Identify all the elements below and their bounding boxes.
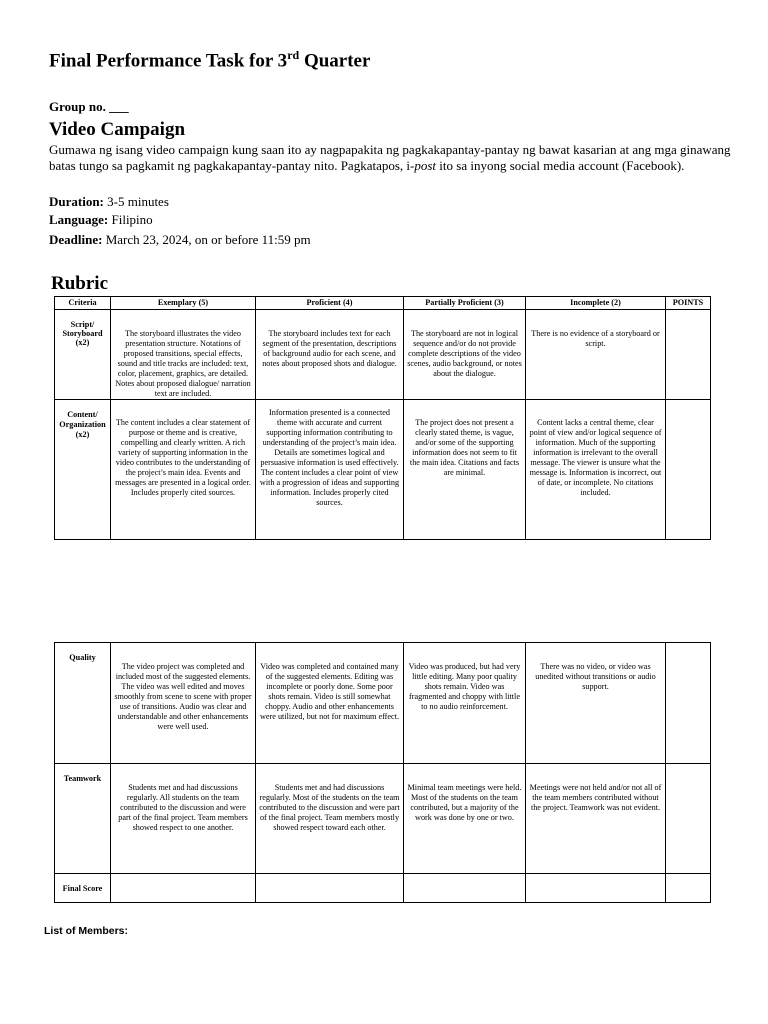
proficient-cell xyxy=(256,874,404,903)
partial-cell: The project does not present a clearly stated theme, is vague, and/or some of the supporting information does not seem to fit the main idea. Citations and facts are minimal. xyxy=(404,400,526,540)
proficient-cell: The storyboard includes text for each segment of the presentation, descriptions of background audio for each scene, and notes about proposed shots and dialogue. xyxy=(256,310,404,400)
rubric-heading: Rubric xyxy=(51,273,108,294)
proficient-cell: Video was completed and contained many of the suggested elements. Editing was incomplete or poorly done. Some poor shots remain. Video is still somewhat choppy. Audio and other enhancements were utilized, but not for maximum effect. xyxy=(256,643,404,764)
exemplary-cell: The video project was completed and included most of the suggested elements. The video was well edited and moves smoothly from scene to scene with proper use of transitions. Audio was clear and understandable and other enhancements were well used. xyxy=(111,643,256,764)
deadline-line: Deadline: March 23, 2024, on or before 11:59 pm xyxy=(49,232,311,247)
partial-cell: Video was produced, but had very little editing. Many poor quality shots remain. Video was fragmented and choppy with little to no audio reinforcement. xyxy=(404,643,526,764)
criteria-cell: Teamwork xyxy=(55,764,111,874)
section-heading: Video Campaign xyxy=(49,119,186,140)
partial-cell: Minimal team meetings were held. Most of the students on the team contributed, but a majority of the work was done by one or two. xyxy=(404,764,526,874)
rubric-header-row xyxy=(55,297,711,310)
duration-line: Duration: 3-5 minutes xyxy=(49,194,169,209)
points-cell xyxy=(666,643,711,764)
document-title: Final Performance Task for 3rd Quarter xyxy=(49,48,371,72)
incomplete-cell: There was no video, or video was unedited without transitions or audio support. xyxy=(526,643,666,764)
points-cell xyxy=(666,874,711,903)
header-incomplete: Incomplete (2) xyxy=(526,297,666,310)
task-description: Gumawa ng isang video campaign kung saan ito ay nagpapakita ng pagkakapantay-pantay ng bawat kasarian at ang mga ginawang batas tungo sa pagkamit ng pagkakapantay-pantay nito. Pagkatapos, i-post ito sa inyong social media account (Facebook). xyxy=(49,142,731,173)
incomplete-cell xyxy=(526,874,666,903)
partial-cell xyxy=(404,874,526,903)
header-partially-proficient: Partially Proficient (3) xyxy=(404,297,526,310)
proficient-cell: Information presented is a connected theme with accurate and current supporting information contributing to understanding of the project’s main idea. Details are sometimes logical and persuasive information is used effectively. The content includes a clear point of view with a progression of ideas and supporting information. Includes properly cited sources. xyxy=(256,400,404,540)
exemplary-cell: Students met and had discussions regularly. All students on the team contributed to the discussion and were part of the final project. Team members showed respect to one another. xyxy=(111,764,256,874)
members-list-label: List of Members: xyxy=(44,925,129,937)
final-score-label: Final Score xyxy=(55,874,111,903)
incomplete-cell: Content lacks a central theme, clear point of view and/or logical sequence of information. Much of the supporting information is irrelevant to the overall message. The viewer is unsure what the message is. Information is incorrect, out of date, or incomplete. No citations included. xyxy=(526,400,666,540)
criteria-cell: Content/ Organization (x2) xyxy=(55,400,111,540)
table-row xyxy=(55,400,711,540)
proficient-cell: Students met and had discussions regularly. Most of the students on the team contributed to the discussion and were part of the final project. Team members mostly showed respect toward each other. xyxy=(256,764,404,874)
language-line: Language: Filipino xyxy=(49,212,153,227)
exemplary-cell: The storyboard illustrates the video presentation structure. Notations of proposed transitions, special effects, sound and title tracks are included: text, color, placement, graphics, are detailed. Notes about proposed dialogue/ narration text are included. xyxy=(111,310,256,400)
incomplete-cell: Meetings were not held and/or not all of the team members contributed without the project. Teamwork was not evident. xyxy=(526,764,666,874)
points-cell xyxy=(666,400,711,540)
header-points: POINTS xyxy=(666,297,711,310)
points-cell xyxy=(666,310,711,400)
points-cell xyxy=(666,764,711,874)
header-exemplary: Exemplary (5) xyxy=(111,297,256,310)
exemplary-cell: The content includes a clear statement of purpose or theme and is creative, compelling and clearly written. A rich variety of supporting information in the video contributes to the understanding of the project’s main idea. Events and messages are presented in a logical order. Includes properly cited sources. xyxy=(111,400,256,540)
final-score-row xyxy=(55,874,711,903)
table-row xyxy=(55,764,711,874)
exemplary-cell xyxy=(111,874,256,903)
table-row xyxy=(55,310,711,400)
group-number-label: Group no. ___ xyxy=(49,99,129,114)
rubric-table-top xyxy=(54,296,711,540)
header-proficient: Proficient (4) xyxy=(256,297,404,310)
header-criteria: Criteria xyxy=(55,297,111,310)
partial-cell: The storyboard are not in logical sequence and/or do not provide complete descriptions of the video scenes, audio background, or notes about the dialogue. xyxy=(404,310,526,400)
table-row xyxy=(55,643,711,764)
rubric-table-bottom xyxy=(54,642,711,903)
criteria-cell: Script/ Storyboard (x2) xyxy=(55,310,111,400)
incomplete-cell: There is no evidence of a storyboard or script. xyxy=(526,310,666,400)
criteria-cell: Quality xyxy=(55,643,111,764)
